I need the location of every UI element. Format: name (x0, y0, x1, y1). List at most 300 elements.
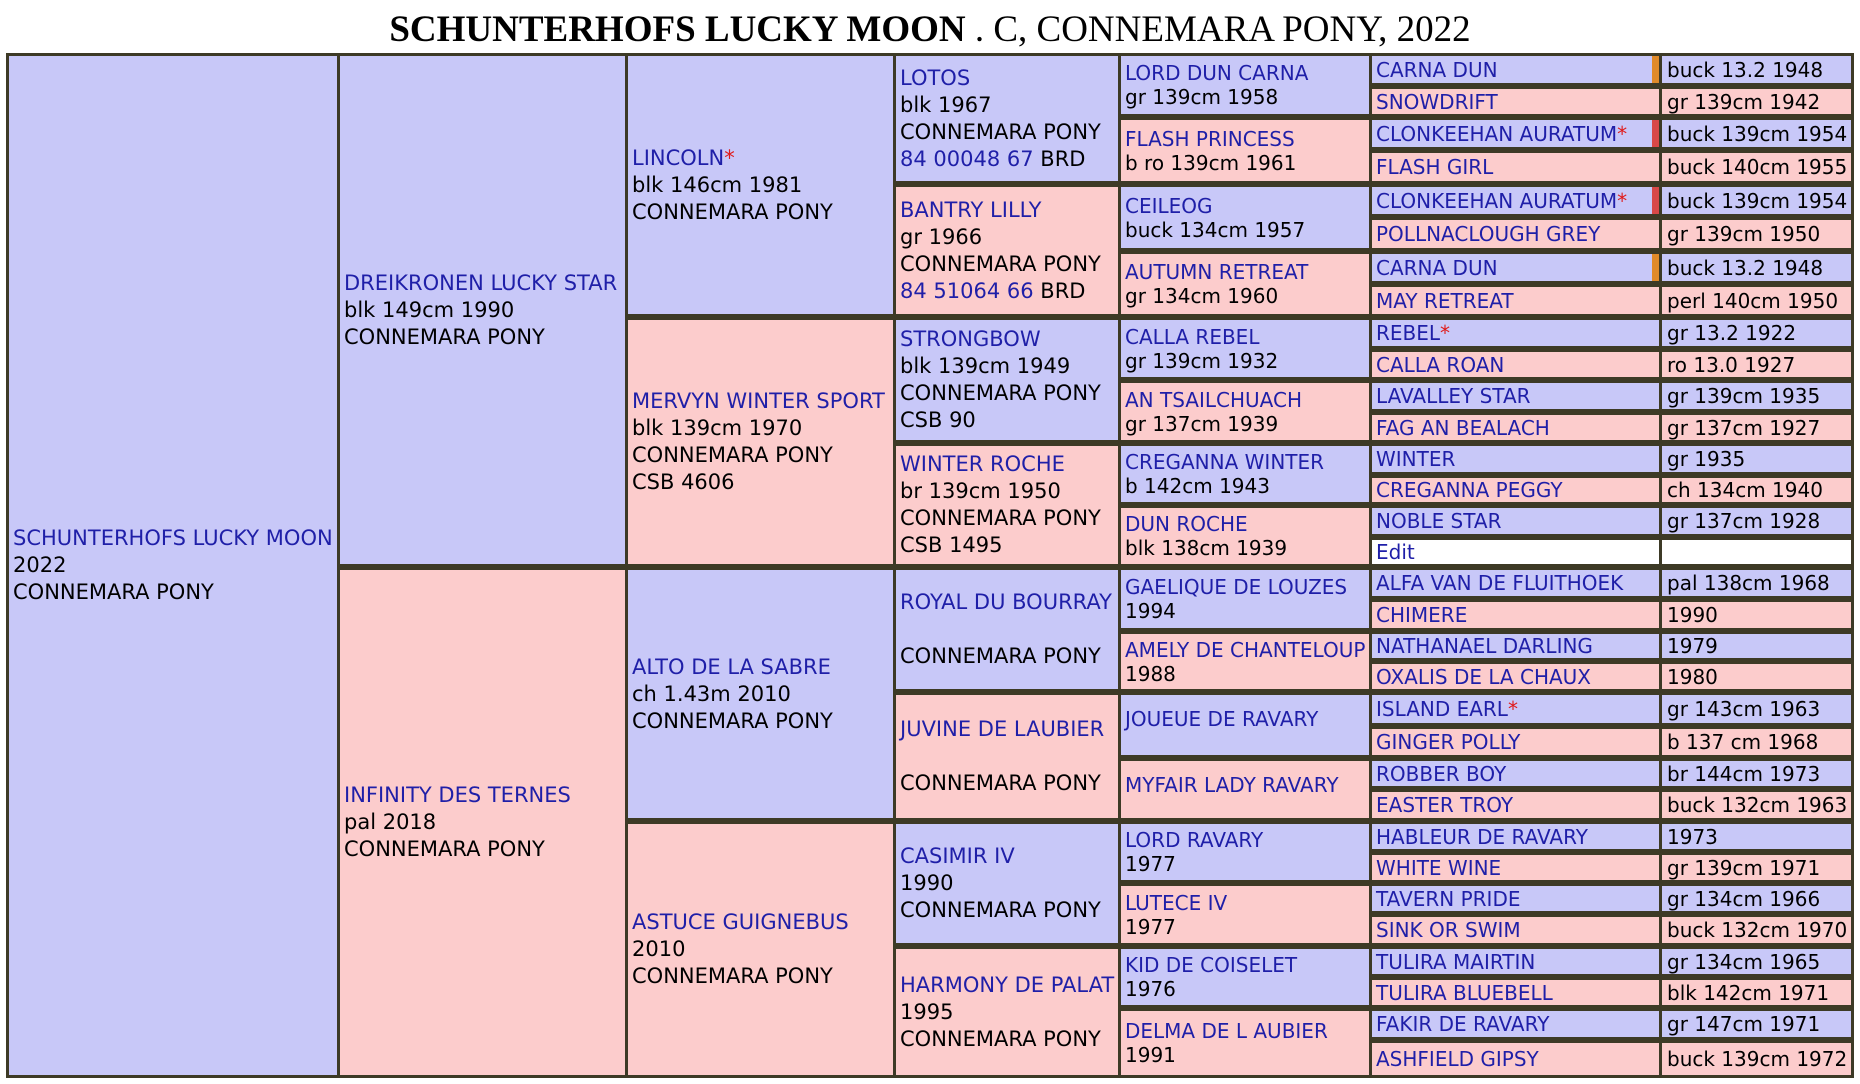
gen6-ancestor-name-link[interactable]: REBEL (1376, 321, 1441, 345)
gen3-ancestor-breed: CONNEMARA PONY (632, 708, 833, 733)
gen6-ancestor-info-cell (1659, 631, 1854, 661)
gen6-ancestor-info: gr 139cm 1935 (1667, 384, 1821, 408)
gen3-ancestor-name-row (632, 145, 891, 172)
gen6-ancestor-info-cell (1659, 184, 1854, 217)
gen6-ancestor-name-row (1376, 887, 1657, 911)
gen5-ancestor-name-link[interactable]: CREGANNA WINTER (1125, 450, 1325, 474)
gen6-ancestor-info-cell (1659, 505, 1854, 537)
gen6-ancestor-info-cell (1659, 726, 1854, 758)
gen6-ancestor-info-cell (1659, 251, 1854, 284)
gen6-ancestor-info: gr 134cm 1966 (1667, 886, 1821, 911)
gen6-ancestor-name-row (1376, 58, 1657, 82)
gen4-ancestor-name-row (900, 589, 1116, 616)
gen6-ancestor-info-cell (1659, 443, 1854, 475)
gen4-ancestor-breed: CONNEMARA PONY (900, 644, 1101, 668)
gen3-ancestor-breed: CONNEMARA PONY (632, 443, 833, 467)
gen6-ancestor-cell (1369, 914, 1662, 946)
gen6-ancestor-name-link[interactable]: NOBLE STAR (1376, 509, 1502, 533)
gen6-ancestor-name-link[interactable]: SNOWDRIFT (1376, 89, 1498, 114)
gen5-ancestor-cell (1118, 631, 1372, 692)
gen6-ancestor-info: gr 139cm 1942 (1667, 89, 1821, 114)
gen5-ancestor-details: buck 134cm 1957 (1125, 217, 1306, 242)
gen6-ancestor-info: gr 139cm 1950 (1667, 222, 1821, 246)
gen2-ancestor-name-link[interactable]: INFINITY DES TERNES (344, 783, 571, 807)
gen6-ancestor-cell (1369, 251, 1662, 284)
gen6-ancestor-cell (1369, 631, 1662, 661)
gen6-ancestor-info: gr 13.2 1922 (1667, 321, 1797, 345)
gen4-ancestor-details: br 139cm 1950 (900, 479, 1061, 503)
gen6-ancestor-cell (1369, 443, 1662, 475)
gen6-ancestor-info-cell (1659, 692, 1854, 726)
gen6-ancestor-name-row (1376, 384, 1657, 408)
gen6-ancestor-name-row (1376, 981, 1657, 1005)
gen4-ancestor-details: blk 139cm 1949 (900, 354, 1071, 378)
gen6-ancestor-name-row (1376, 353, 1657, 377)
gen6-ancestor-name-row (1376, 478, 1657, 502)
gen3-ancestor-breed: CONNEMARA PONY (632, 964, 833, 988)
gen6-ancestor-cell (1369, 284, 1662, 317)
gen5-ancestor-cell (1118, 184, 1372, 251)
gen3-ancestor-details: blk 139cm 1970 (632, 416, 803, 440)
gen6-ancestor-name-link[interactable]: HABLEUR DE RAVARY (1376, 824, 1588, 849)
gen2-ancestor-breed: CONNEMARA PONY (344, 324, 545, 349)
gen3-ancestor-cell (625, 53, 896, 317)
gen5-ancestor-details: 1976 (1125, 977, 1176, 1001)
gen6-ancestor-name-row (1376, 730, 1657, 754)
gen3-ancestor-name-row (632, 388, 891, 415)
gen6-ancestor-name-link[interactable]: CLONKEEHAN AURATUM (1376, 188, 1618, 213)
red-marker-icon (1652, 120, 1659, 147)
gen6-ancestor-info: gr 137cm 1927 (1667, 415, 1821, 440)
gen6-ancestor-info-cell (1659, 883, 1854, 914)
gen6-ancestor-name-row (1376, 825, 1657, 849)
gen4-ancestor-breed: CONNEMARA PONY (900, 1026, 1101, 1051)
registry-star-icon: * (1440, 321, 1451, 345)
gen6-ancestor-name-row (1376, 697, 1657, 721)
gen5-ancestor-name-link[interactable]: AMELY DE CHANTELOUP (1125, 637, 1366, 662)
gen6-ancestor-info: gr 1935 (1667, 447, 1746, 471)
gen6-ancestor-info-cell (1659, 150, 1854, 184)
gen5-ancestor-cell (1118, 380, 1372, 443)
gen6-ancestor-cell (1369, 184, 1662, 217)
gen6-ancestor-name-row (1376, 256, 1657, 280)
red-marker-icon (1652, 187, 1659, 214)
gen6-ancestor-info-cell (1659, 284, 1854, 317)
registry-star-icon: * (1617, 188, 1628, 213)
gen3-ancestor-cell (625, 317, 896, 567)
gen6-ancestor-info: buck 13.2 1948 (1667, 255, 1824, 280)
gen6-ancestor-info-cell (1659, 1008, 1854, 1040)
gen5-ancestor-name-link[interactable]: GAELIQUE DE LOUZES (1125, 575, 1348, 599)
gen6-ancestor-name-link[interactable]: OXALIS DE LA CHAUX (1376, 664, 1591, 689)
gen5-ancestor-details: gr 137cm 1939 (1125, 411, 1279, 436)
gen4-ancestor-breed: CONNEMARA PONY (900, 251, 1101, 276)
gen6-ancestor-cell (1369, 692, 1662, 726)
subject-horse-cell (6, 53, 340, 1078)
gen5-ancestor-name-link[interactable]: DUN ROCHE (1125, 512, 1248, 536)
gen4-ancestor-details: 1995 (900, 999, 954, 1024)
gen4-ancestor-breed: CONNEMARA PONY (900, 898, 1101, 922)
gen4-ancestor-name-link[interactable]: CASIMIR IV (900, 844, 1015, 868)
gen6-ancestor-info: 1979 (1667, 634, 1718, 658)
title-horse-name: SCHUNTERHOFS LUCKY MOON (389, 9, 966, 50)
gen6-ancestor-info-cell (1659, 821, 1854, 852)
gen5-ancestor-name-link[interactable]: DELMA DE L AUBIER (1125, 1019, 1328, 1043)
gen5-ancestor-details: b 142cm 1943 (1125, 474, 1270, 498)
spacer (900, 616, 1116, 643)
gen6-ancestor-cell (1369, 726, 1662, 758)
gen6-ancestor-info-cell (1659, 53, 1854, 86)
gen2-ancestor-cell (337, 53, 628, 567)
gen6-ancestor-name-row (1376, 665, 1657, 689)
gen6-ancestor-name-row (1376, 1012, 1657, 1036)
gen4-ancestor-name-link[interactable]: HARMONY DE PALAT (900, 972, 1115, 997)
registration-number-link[interactable]: 84 00048 67 (900, 146, 1034, 171)
gen3-ancestor-name-link[interactable]: LINCOLN (632, 145, 725, 170)
registry-star-icon: * (1507, 697, 1518, 721)
gen6-ancestor-name-link[interactable]: ISLAND EARL (1376, 697, 1508, 721)
gen6-ancestor-cell (1369, 1008, 1662, 1040)
gen4-ancestor-name-link[interactable]: JUVINE DE LAUBIER (900, 717, 1105, 741)
gen5-ancestor-cell (1118, 251, 1372, 317)
gen6-ancestor-name-row (1376, 950, 1657, 974)
gen3-ancestor-name-row (632, 909, 891, 936)
orange-marker-icon (1652, 254, 1659, 281)
gen6-ancestor-name-row (1376, 762, 1657, 786)
gen4-ancestor-cell (893, 692, 1121, 821)
gen6-ancestor-cell (1369, 789, 1662, 821)
gen2-ancestor-name-row (344, 782, 623, 809)
gen6-ancestor-cell (1369, 567, 1662, 599)
gen2-ancestor-breed: CONNEMARA PONY (344, 837, 545, 861)
gen5-ancestor-cell (1118, 505, 1372, 567)
gen6-ancestor-info: buck 139cm 1954 (1667, 188, 1848, 213)
gen2-ancestor-name-row (344, 270, 623, 297)
gen6-ancestor-info: 1980 (1667, 664, 1718, 689)
gen6-ancestor-cell (1369, 1040, 1662, 1078)
gen5-ancestor-name-link[interactable]: LORD RAVARY (1125, 828, 1264, 852)
gen6-ancestor-info: gr 143cm 1963 (1667, 697, 1821, 721)
gen3-ancestor-name-link[interactable]: ASTUCE GUIGNEBUS (632, 910, 849, 934)
gen5-ancestor-cell (1118, 758, 1372, 821)
gen6-ancestor-name-link[interactable]: CARNA DUN (1376, 57, 1498, 82)
gen5-ancestor-cell (1118, 1008, 1372, 1078)
gen6-ancestor-name-link[interactable]: TULIRA BLUEBELL (1376, 980, 1553, 1005)
gen4-ancestor-details: gr 1966 (900, 224, 983, 249)
gen6-ancestor-name-row (1376, 189, 1657, 213)
gen3-ancestor-name-link[interactable]: MERVYN WINTER SPORT (632, 389, 885, 413)
gen5-ancestor-cell (1118, 443, 1372, 505)
gen4-ancestor-name-link[interactable]: STRONGBOW (900, 327, 1041, 351)
gen6-ancestor-name-link[interactable]: NATHANAEL DARLING (1376, 634, 1593, 658)
gen6-ancestor-cell (1369, 661, 1662, 692)
gen4-ancestor-name-link[interactable]: WINTER ROCHE (900, 452, 1065, 476)
gen4-ancestor-name-row (900, 451, 1116, 478)
gen6-ancestor-name-row (1376, 321, 1657, 345)
gen6-ancestor-name-link[interactable]: POLLNACLOUGH GREY (1376, 222, 1601, 246)
gen4-ancestor-name-row (900, 326, 1116, 353)
gen4-ancestor-name-link[interactable]: ROYAL DU BOURRAY (900, 590, 1112, 614)
gen6-ancestor-cell (1369, 349, 1662, 380)
gen4-ancestor-cell (893, 821, 1121, 946)
gen5-ancestor-cell (1118, 567, 1372, 631)
gen6-ancestor-info: buck 132cm 1963 (1667, 793, 1848, 817)
gen3-ancestor-name-row (632, 654, 891, 681)
gen6-ancestor-name-link[interactable]: ASHFIELD GIPSY (1376, 1047, 1539, 1071)
gen6-ancestor-name-row (1376, 289, 1657, 313)
gen4-ancestor-name-row (900, 716, 1116, 743)
gen6-ancestor-cell (1369, 86, 1662, 117)
gen5-ancestor-name-link[interactable]: AN TSAILCHUACH (1125, 387, 1302, 412)
gen4-ancestor-cell (893, 317, 1121, 443)
gen2-ancestor-details: blk 149cm 1990 (344, 297, 515, 322)
gen4-ancestor-name-row (900, 197, 1116, 224)
gen6-ancestor-info-cell (1659, 661, 1854, 692)
gen6-ancestor-name-row (1376, 793, 1657, 817)
gen5-ancestor-name-link[interactable]: CALLA REBEL (1125, 324, 1260, 349)
gen4-ancestor-breed: CONNEMARA PONY (900, 506, 1101, 530)
gen6-ancestor-cell (1369, 505, 1662, 537)
gen2-ancestor-cell (337, 567, 628, 1078)
gen6-ancestor-name-link[interactable]: GINGER POLLY (1376, 730, 1521, 754)
gen6-ancestor-info-cell (1659, 758, 1854, 789)
gen6-ancestor-info-cell (1659, 117, 1854, 150)
gen5-ancestor-name-link[interactable]: LUTECE IV (1125, 890, 1228, 915)
gen4-ancestor-registration: CSB 1495 (900, 533, 1003, 557)
gen6-ancestor-name-link[interactable]: WHITE WINE (1376, 855, 1502, 880)
gen6-ancestor-name-link[interactable]: FLASH GIRL (1376, 155, 1494, 179)
gen6-ancestor-name-row (1376, 222, 1657, 246)
gen6-ancestor-name-link[interactable]: CREGANNA PEGGY (1376, 478, 1563, 502)
gen5-ancestor-name-link[interactable]: CEILEOG (1125, 193, 1213, 218)
gen6-ancestor-name-row (1376, 603, 1657, 627)
gen6-ancestor-info: gr 147cm 1971 (1667, 1012, 1821, 1036)
gen6-ancestor-name-link[interactable]: LAVALLEY STAR (1376, 384, 1531, 408)
gen4-ancestor-name-link[interactable]: LOTOS (900, 65, 971, 90)
gen6-ancestor-name-row (1376, 571, 1657, 595)
gen4-ancestor-breed: CONNEMARA PONY (900, 119, 1101, 144)
gen6-ancestor-info-cell (1659, 599, 1854, 631)
gen6-ancestor-info-cell (1659, 977, 1854, 1008)
gen4-ancestor-details: blk 1967 (900, 92, 992, 117)
gen5-ancestor-details: 1991 (1125, 1043, 1176, 1067)
gen6-ancestor-info: gr 139cm 1971 (1667, 855, 1821, 880)
gen6-ancestor-cell (1369, 53, 1662, 86)
gen5-ancestor-details: 1977 (1125, 852, 1176, 876)
gen5-ancestor-cell (1118, 821, 1372, 883)
edit-ancestor-cell (1369, 537, 1662, 567)
gen6-ancestor-info: gr 137cm 1928 (1667, 509, 1821, 533)
gen6-ancestor-name-row (1376, 155, 1657, 179)
gen6-ancestor-name-row (1376, 447, 1657, 471)
gen6-ancestor-name-row (1376, 918, 1657, 942)
gen6-ancestor-info: buck 139cm 1972 (1667, 1047, 1848, 1071)
gen5-ancestor-cell (1118, 117, 1372, 184)
gen4-ancestor-cell (893, 946, 1121, 1078)
gen4-ancestor-details: 1990 (900, 871, 954, 895)
gen6-ancestor-info: 1990 (1667, 603, 1718, 627)
gen5-ancestor-details: 1977 (1125, 914, 1176, 939)
edit-link[interactable]: Edit (1376, 540, 1415, 564)
gen6-ancestor-info: b 137 cm 1968 (1667, 730, 1819, 754)
gen6-ancestor-cell (1369, 883, 1662, 914)
gen6-ancestor-info-cell (1659, 852, 1854, 883)
gen6-ancestor-name-link[interactable]: CLONKEEHAN AURATUM (1376, 121, 1618, 146)
gen6-ancestor-info: ro 13.0 1927 (1667, 352, 1796, 377)
gen6-ancestor-info: br 144cm 1973 (1667, 761, 1821, 786)
gen6-ancestor-info: blk 142cm 1971 (1667, 980, 1830, 1005)
gen4-ancestor-cell (893, 184, 1121, 317)
gen6-ancestor-info-cell (1659, 317, 1854, 349)
gen6-ancestor-cell (1369, 217, 1662, 251)
gen6-ancestor-info-cell (1659, 412, 1854, 443)
gen5-ancestor-details: gr 139cm 1932 (1125, 348, 1279, 373)
gen6-ancestor-name-row (1376, 509, 1657, 533)
gen3-ancestor-name-link[interactable]: ALTO DE LA SABRE (632, 654, 831, 679)
gen6-ancestor-name-row (1376, 416, 1657, 440)
gen5-ancestor-name-link[interactable]: MYFAIR LADY RAVARY (1125, 773, 1339, 797)
gen6-ancestor-name-link[interactable]: CALLA ROAN (1376, 352, 1505, 377)
gen6-ancestor-name-row (1376, 856, 1657, 880)
table-bottom-border (6, 1075, 1854, 1078)
gen6-ancestor-info-cell (1659, 946, 1854, 977)
gen6-ancestor-info: gr 134cm 1965 (1667, 949, 1821, 974)
gen5-ancestor-cell (1118, 946, 1372, 1008)
gen6-ancestor-name-link[interactable]: FAG AN BEALACH (1376, 415, 1550, 440)
gen3-ancestor-details: blk 146cm 1981 (632, 172, 803, 197)
gen6-ancestor-cell (1369, 380, 1662, 412)
gen6-ancestor-info: pal 138cm 1968 (1667, 571, 1830, 595)
gen6-ancestor-name-link[interactable]: TAVERN PRIDE (1376, 886, 1521, 911)
gen5-ancestor-name-link[interactable]: FLASH PRINCESS (1125, 126, 1295, 151)
gen6-ancestor-name-link[interactable]: MAY RETREAT (1376, 288, 1514, 313)
spacer (900, 743, 1116, 770)
gen3-ancestor-breed: CONNEMARA PONY (632, 199, 833, 224)
gen6-ancestor-cell (1369, 150, 1662, 184)
gen5-ancestor-name-link[interactable]: JOUEUE DE RAVARY (1125, 707, 1319, 731)
registration-number-link[interactable]: 84 51064 66 (900, 278, 1034, 303)
gen6-ancestor-name-row (1376, 540, 1657, 564)
gen4-ancestor-registration (900, 146, 1116, 173)
gen6-ancestor-info-cell (1659, 349, 1854, 380)
orange-marker-icon (1652, 56, 1659, 83)
gen6-ancestor-cell (1369, 758, 1662, 789)
gen4-ancestor-name-row (900, 972, 1116, 999)
gen4-ancestor-name-row (900, 843, 1116, 870)
gen3-ancestor-cell (625, 567, 896, 821)
gen4-ancestor-registration: CSB 90 (900, 408, 976, 432)
gen6-ancestor-name-link[interactable]: FAKIR DE RAVARY (1376, 1012, 1550, 1036)
gen6-ancestor-info: buck 13.2 1948 (1667, 57, 1824, 82)
registration-country: BRD (1033, 146, 1086, 171)
gen5-ancestor-name-link[interactable]: AUTUMN RETREAT (1125, 260, 1309, 284)
gen6-ancestor-name-row (1376, 90, 1657, 114)
gen6-ancestor-name-link[interactable]: TULIRA MAIRTIN (1376, 949, 1536, 974)
gen5-ancestor-cell (1118, 883, 1372, 946)
gen6-ancestor-info-cell (1659, 914, 1854, 946)
gen6-ancestor-info: buck 132cm 1970 (1667, 918, 1848, 942)
gen6-ancestor-name-link[interactable]: CARNA DUN (1376, 255, 1498, 280)
gen6-ancestor-info-cell (1659, 789, 1854, 821)
gen6-ancestor-info: ch 134cm 1940 (1667, 478, 1823, 502)
gen6-ancestor-name-link[interactable]: CHIMERE (1376, 603, 1468, 627)
gen4-ancestor-registration (900, 278, 1116, 305)
gen3-ancestor-registration: CSB 4606 (632, 470, 735, 494)
gen6-ancestor-cell (1369, 599, 1662, 631)
gen6-ancestor-name-link[interactable]: SINK OR SWIM (1376, 918, 1521, 942)
subject-horse-year: 2022 (13, 553, 67, 577)
gen4-ancestor-breed: CONNEMARA PONY (900, 381, 1101, 405)
gen6-ancestor-info-cell (1659, 537, 1854, 567)
gen4-ancestor-name-row (900, 65, 1116, 92)
gen6-ancestor-name-link[interactable]: EASTER TROY (1376, 793, 1514, 817)
gen6-ancestor-name-link[interactable]: ALFA VAN DE FLUITHOEK (1376, 571, 1624, 595)
gen6-ancestor-cell (1369, 117, 1662, 150)
gen6-ancestor-info-cell (1659, 380, 1854, 412)
registration-country: BRD (1033, 278, 1086, 303)
gen5-ancestor-details: blk 138cm 1939 (1125, 536, 1288, 560)
gen6-ancestor-name-row (1376, 1047, 1657, 1071)
gen6-ancestor-info-cell (1659, 475, 1854, 505)
gen3-ancestor-details: 2010 (632, 937, 686, 961)
gen5-ancestor-details: 1994 (1125, 599, 1176, 623)
gen6-ancestor-info-cell (1659, 86, 1854, 117)
gen6-ancestor-info-cell (1659, 567, 1854, 599)
gen6-ancestor-info: buck 139cm 1954 (1667, 121, 1848, 146)
gen5-ancestor-details: gr 139cm 1958 (1125, 85, 1279, 109)
registry-star-icon: * (724, 145, 735, 170)
gen5-ancestor-cell (1118, 317, 1372, 380)
gen5-ancestor-details: 1988 (1125, 661, 1176, 686)
gen6-ancestor-cell (1369, 475, 1662, 505)
gen2-ancestor-name-link[interactable]: DREIKRONEN LUCKY STAR (344, 270, 618, 295)
gen6-ancestor-info-cell (1659, 1040, 1854, 1078)
subject-horse-breed: CONNEMARA PONY (13, 580, 214, 604)
gen4-ancestor-cell (893, 443, 1121, 567)
gen6-ancestor-cell (1369, 946, 1662, 977)
gen6-ancestor-name-link[interactable]: WINTER (1376, 447, 1456, 471)
gen6-ancestor-info: buck 140cm 1955 (1667, 155, 1848, 179)
gen4-ancestor-name-link[interactable]: BANTRY LILLY (900, 197, 1042, 222)
gen6-ancestor-name-row (1376, 122, 1657, 146)
gen2-ancestor-details: pal 2018 (344, 810, 437, 834)
registry-star-icon: * (1617, 121, 1628, 146)
title-rest: . C, CONNEMARA PONY, 2022 (965, 9, 1471, 50)
gen5-ancestor-cell (1118, 53, 1372, 117)
gen4-ancestor-cell (893, 567, 1121, 692)
gen6-ancestor-info: 1973 (1667, 824, 1718, 849)
gen6-ancestor-info: perl 140cm 1950 (1667, 288, 1839, 313)
gen6-ancestor-cell (1369, 317, 1662, 349)
gen6-ancestor-cell (1369, 821, 1662, 852)
gen6-ancestor-info-cell (1659, 217, 1854, 251)
gen5-ancestor-name-link[interactable]: LORD DUN CARNA (1125, 61, 1309, 85)
gen6-ancestor-cell (1369, 412, 1662, 443)
gen5-ancestor-details: gr 134cm 1960 (1125, 284, 1279, 308)
gen3-ancestor-details: ch 1.43m 2010 (632, 681, 791, 706)
gen4-ancestor-cell (893, 53, 1121, 184)
gen6-ancestor-name-row (1376, 634, 1657, 658)
gen3-ancestor-cell (625, 821, 896, 1078)
gen5-ancestor-details: b ro 139cm 1961 (1125, 150, 1297, 175)
gen6-ancestor-cell (1369, 977, 1662, 1008)
subject-horse-name-link[interactable]: SCHUNTERHOFS LUCKY MOON (13, 526, 333, 550)
gen6-ancestor-cell (1369, 852, 1662, 883)
gen5-ancestor-cell (1118, 692, 1372, 758)
gen6-ancestor-name-link[interactable]: ROBBER BOY (1376, 761, 1507, 786)
gen4-ancestor-breed: CONNEMARA PONY (900, 771, 1101, 795)
gen5-ancestor-name-link[interactable]: KID DE COISELET (1125, 953, 1298, 977)
